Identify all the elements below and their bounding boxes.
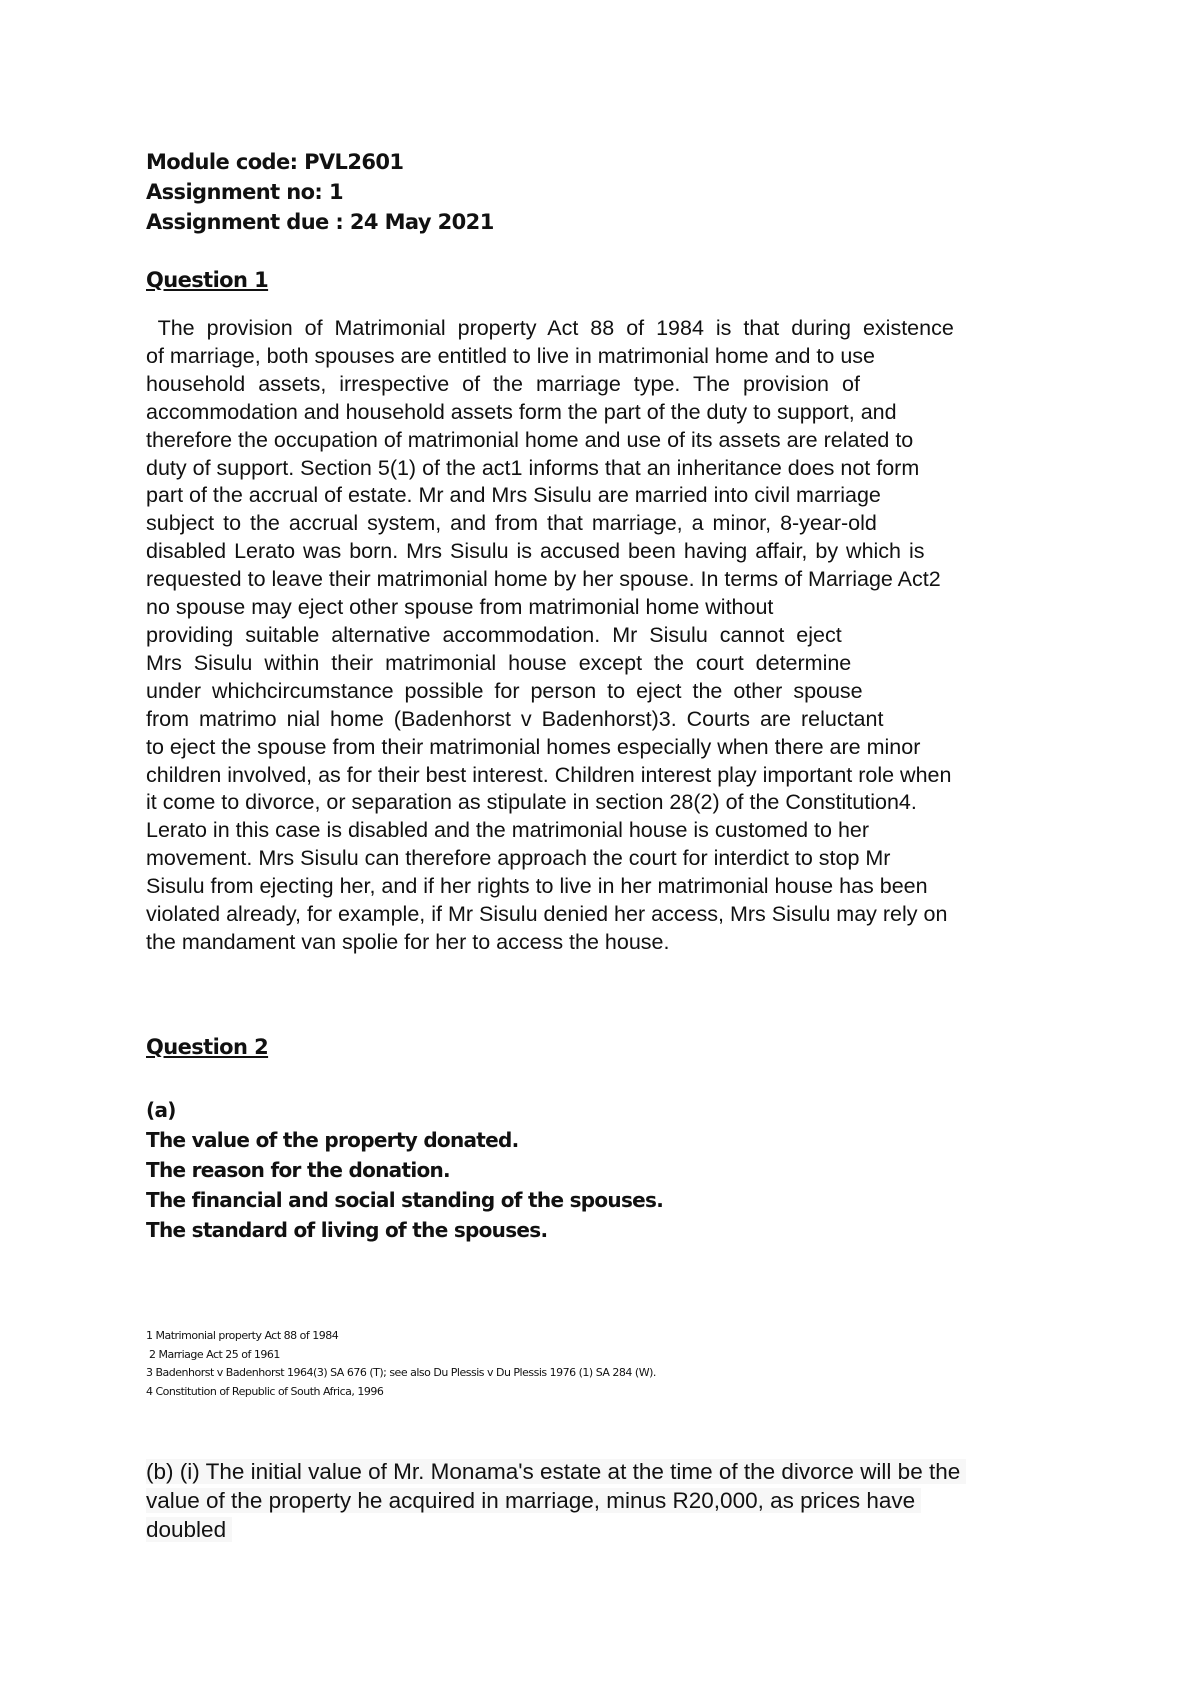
module-code: Module code: PVL2601: [146, 150, 404, 174]
footnotes: [146, 1327, 656, 1401]
answer-line: movement. Mrs Sisulu can therefore approach the court for interdict to stop Mr: [146, 846, 891, 871]
answer-line: of marriage, both spouses are entitled to live in matrimonial home and to use: [146, 343, 876, 368]
question-1-heading: Question 1: [146, 268, 269, 292]
question-2b-answer: [146, 1457, 966, 1544]
answer-line: Sisulu from ejecting her, and if her rights to live in her matrimonial house has been: [146, 874, 928, 899]
footnote: 2 Marriage Act 25 of 1961: [146, 1347, 280, 1361]
answer-line: subject to the accrual system, and from that marriage, a minor, 8-year-old: [146, 511, 877, 536]
list-item: The standard of living of the spouses.: [146, 1218, 548, 1242]
answer-line: from matrimo nial home (Badenhorst v Badenhorst)3. Courts are reluctant: [146, 706, 884, 731]
part-a-label: (a): [146, 1098, 176, 1122]
list-item: The financial and social standing of the spouses.: [146, 1188, 664, 1212]
answer-line: Mrs Sisulu within their matrimonial house except the court determine: [146, 650, 852, 675]
answer-line: to eject the spouse from their matrimonial homes especially when there are minor: [146, 734, 921, 759]
assignment-due-date: Assignment due : 24 May 2021: [146, 210, 494, 234]
answer-line: disabled Lerato was born. Mrs Sisulu is accused been having affair, by which is: [146, 539, 925, 564]
answer-line: household assets, irrespective of the marriage type. The provision of: [146, 371, 860, 396]
question-1-answer: [146, 315, 1066, 957]
answer-line: violated already, for example, if Mr Sisulu denied her access, Mrs Sisulu may rely on: [146, 902, 948, 927]
answer-line: accommodation and household assets form the part of the duty to support, and: [146, 399, 897, 424]
question-2-heading: Question 2: [146, 1035, 269, 1059]
answer-line: it come to divorce, or separation as stipulate in section 28(2) of the Constitution4.: [146, 790, 917, 815]
answer-line: The provision of Matrimonial property Act 88 of 1984 is that during existence: [146, 316, 954, 340]
answer-line: (b) (i) The initial value of Mr. Monama's estate at the time of the divorce will be the: [146, 1459, 966, 1484]
assignment-number: Assignment no: 1: [146, 180, 343, 204]
footnote: 4 Constitution of Republic of South Africa, 1996: [146, 1384, 384, 1398]
answer-line: doubled: [146, 1517, 232, 1542]
answer-line: no spouse may eject other spouse from matrimonial home without: [146, 595, 774, 620]
list-item: The reason for the donation.: [146, 1158, 450, 1182]
list-item: The value of the property donated.: [146, 1128, 519, 1152]
answer-line: duty of support. Section 5(1) of the act1 informs that an inheritance does not form: [146, 455, 920, 480]
answer-line: therefore the occupation of matrimonial home and use of its assets are related to: [146, 427, 914, 452]
answer-line: the mandament van spolie for her to access the house.: [146, 929, 670, 954]
answer-line: value of the property he acquired in marriage, minus R20,000, as prices have: [146, 1488, 921, 1513]
answer-line: children involved, as for their best interest. Children interest play important role when: [146, 762, 952, 787]
question-2a-answer: [146, 1095, 663, 1245]
answer-line: providing suitable alternative accommodation. Mr Sisulu cannot eject: [146, 622, 842, 647]
answer-line: under whichcircumstance possible for person to eject the other spouse: [146, 678, 863, 703]
answer-line: part of the accrual of estate. Mr and Mrs Sisulu are married into civil marriage: [146, 483, 881, 508]
answer-line: Lerato in this case is disabled and the matrimonial house is customed to her: [146, 818, 870, 843]
answer-line: requested to leave their matrimonial home by her spouse. In terms of Marriage Act2: [146, 567, 941, 592]
footnote: 3 Badenhorst v Badenhorst 1964(3) SA 676 (T); see also Du Plessis v Du Plessis 1976 (1) SA 284 (W).: [146, 1366, 656, 1379]
assignment-header: [146, 147, 494, 237]
footnote: 1 Matrimonial property Act 88 of 1984: [146, 1329, 339, 1342]
